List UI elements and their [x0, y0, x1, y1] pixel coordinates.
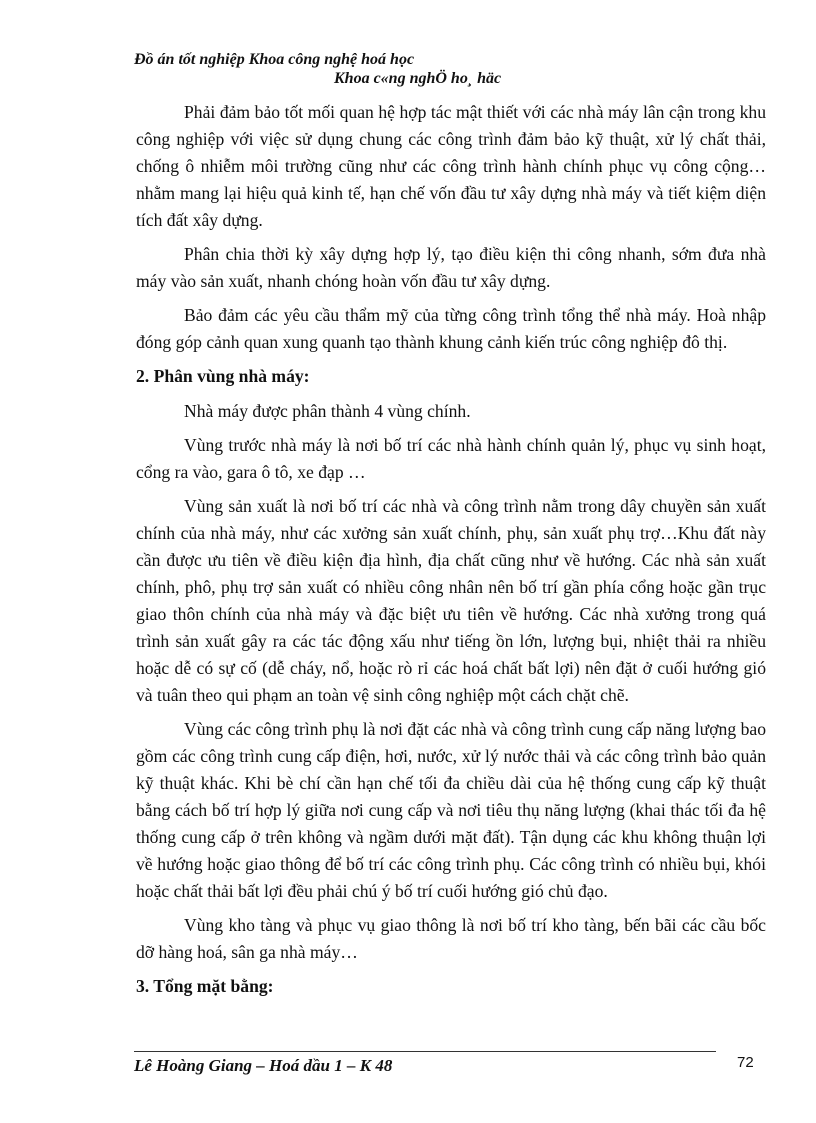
- section-heading: 3. Tổng mặt bằng:: [136, 976, 274, 996]
- footer-divider: [134, 1051, 716, 1052]
- page-header: [134, 50, 734, 88]
- paragraph: Vùng trước nhà máy là nơi bố trí các nhà hành chính quản lý, phục vụ sinh hoạt, cổng ra vào, gara ô tô, xe đạp …: [136, 435, 766, 482]
- paragraph: Vùng sản xuất là nơi bố trí các nhà và công trình nằm trong dây chuyền sản xuất chính của nhà máy, như các xưởng sản xuất chính, phụ, sản xuất phụ trợ…Khu đất này cần được ưu tiên về điều kiện địa hình, địa chất cũng như về hướng. Các nhà sản xuất chính, phô, phụ trợ sản xuất có nhiều công nhân nên bố trí gần phía cổng hoặc gần trục giao thôn chính của nhà máy và đặc biệt ưu tiên về hướng. Các nhà xưởng trong quá trình sản xuất gây ra các tác động xấu như tiếng ồn lớn, lượng bụi, nhiệt thải ra nhiều hoặc dễ có sự cố (dễ cháy, nổ, hoặc rò rỉ các hoá chất bất lợi) nên đặt ở cuối hướng gió và tuân theo qui phạm an toàn vệ sinh công nghiệp một cách chặt chẽ.: [136, 496, 766, 705]
- paragraph: Vùng kho tàng và phục vụ giao thông là nơi bố trí kho tàng, bến bãi các cầu bốc dỡ hàng hoá, sân ga nhà máy…: [136, 915, 766, 962]
- document-body: [136, 99, 766, 1008]
- paragraph: Nhà máy được phân thành 4 vùng chính.: [184, 401, 471, 421]
- paragraph: Bảo đảm các yêu cầu thẩm mỹ của từng công trình tổng thể nhà máy. Hoà nhập đóng góp cảnh quan xung quanh tạo thành khung cảnh kiến trúc công nghiệp đô thị.: [136, 305, 766, 352]
- section-heading: 2. Phân vùng nhà máy:: [136, 366, 310, 386]
- header-title: Đồ án tốt nghiệp Khoa công nghệ hoá học: [134, 51, 415, 68]
- footer-author: Lê Hoàng Giang – Hoá dầu 1 – K 48: [134, 1056, 393, 1075]
- paragraph: Phân chia thời kỳ xây dựng hợp lý, tạo điều kiện thi công nhanh, sớm đưa nhà máy vào sản xuất, nhanh chóng hoàn vốn đầu tư xây dựng.: [136, 244, 766, 291]
- paragraph: Phải đảm bảo tốt mối quan hệ hợp tác mật thiết với các nhà máy lân cận trong khu công nghiệp với việc sử dụng chung các công trình đảm bảo kỹ thuật, xử lý chất thải, chống ô nhiễm môi trường cũng như các công trình hành chính phục vụ công cộng…nhằm mang lại hiệu quả kinh tế, hạn chế vốn đầu tư xây dựng nhà máy và tiết kiệm diện tích đất xây dựng.: [136, 102, 766, 230]
- header-subtitle: Khoa c«ng nghÖ ho¸ häc: [334, 70, 502, 87]
- page-number: 72: [737, 1054, 754, 1071]
- paragraph: Vùng các công trình phụ là nơi đặt các nhà và công trình cung cấp năng lượng bao gồm các công trình cung cấp điện, hơi, nước, xử lý nước thải và các công trình bảo quản kỹ thuật khác. Khi bè chí cần hạn chế tối đa chiều dài của hệ thống cung cấp kỹ thuật bằng cách bố trí hợp lý giữa nơi cung cấp và nơi tiêu thụ năng lượng (khai thác tối đa hệ thống cung cấp ở trên không và ngầm dưới mặt đất). Tận dụng các khu không thuận lợi về hướng hoặc giao thông để bố trí các công trình phụ. Các công trình có nhiều bụi, khói hoặc chất thải bất lợi đều phải chú ý bố trí cuối hướng gió chủ đạo.: [136, 719, 766, 901]
